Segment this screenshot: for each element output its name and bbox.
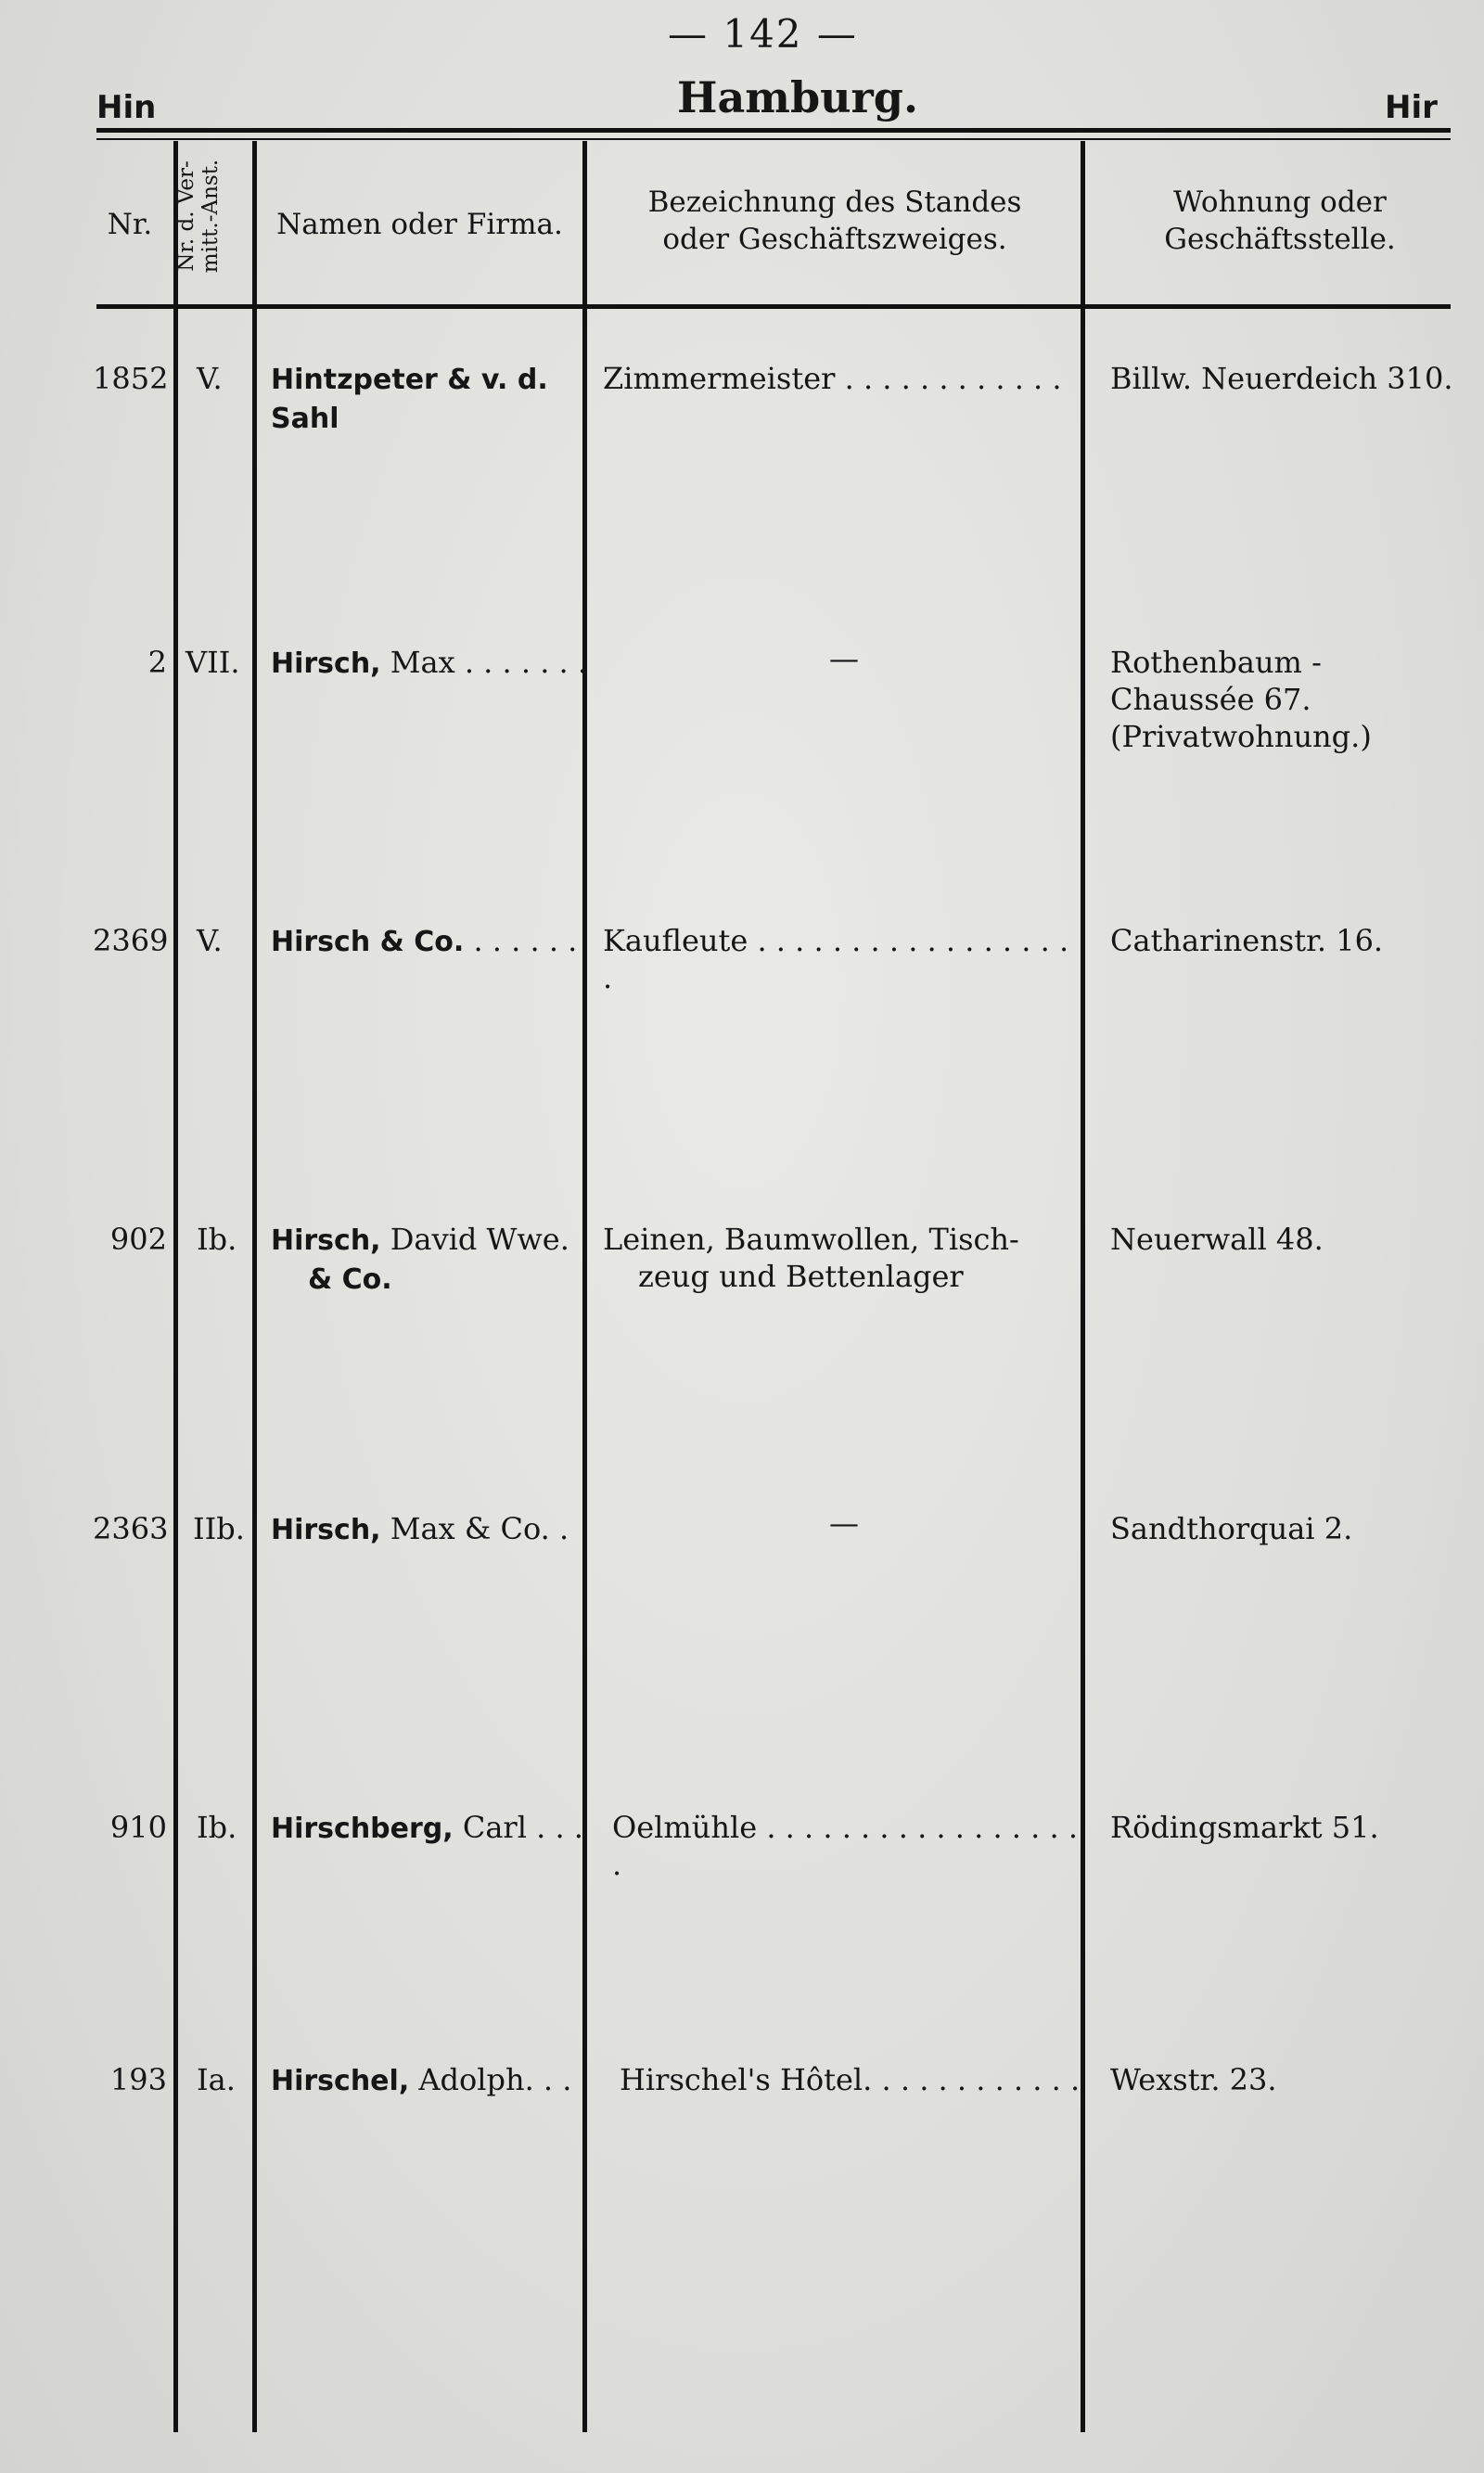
- entry-class: Ib.: [197, 1810, 237, 1845]
- page-title: Hamburg.: [677, 72, 918, 122]
- entry-address: Rothenbaum - Chaussée 67. (Privatwohnung.): [1110, 645, 1372, 754]
- entry-stand: —: [829, 1506, 859, 1541]
- entry-nr: 902: [109, 1222, 167, 1257]
- entry-stand: Zimmermeister . . . . . . . . . . . .: [603, 361, 1062, 396]
- entry-nr: 2363: [93, 1511, 169, 1546]
- entry-name-bold: Hirschel,: [271, 2065, 410, 2097]
- entry-name-rest: Carl . . .: [453, 1810, 583, 1845]
- entry-name: [271, 1809, 583, 1848]
- top-rule-thin: [96, 138, 1451, 140]
- top-rule: [96, 128, 1451, 133]
- entry-name: [271, 644, 587, 683]
- entry-name-rest: Adolph. . .: [409, 2062, 572, 2097]
- running-head-left: Hin: [96, 89, 157, 126]
- entry-address: Sandthorquai 2.: [1110, 1511, 1353, 1546]
- entry-address: Neuerwall 48.: [1110, 1222, 1324, 1257]
- entry-nr: 2: [147, 645, 167, 680]
- entry-name-rest: Max & Co. .: [380, 1511, 569, 1546]
- header-stand: Bezeichnung des Standes oder Geschäftszweiges.: [647, 186, 1022, 256]
- entry-nr: 1852: [93, 361, 169, 396]
- entry-class: V.: [197, 361, 223, 396]
- header-nr: Nr.: [107, 208, 153, 241]
- header-address: Wohnung oder Geschäftsstelle.: [1164, 186, 1396, 256]
- entry-name-line2: [308, 1260, 392, 1299]
- entry-class: Ib.: [197, 1222, 237, 1257]
- entry-name-bold: Hirsch,: [271, 647, 381, 680]
- column-divider-3: [582, 141, 587, 2432]
- entry-nr: 910: [109, 1810, 167, 1845]
- entry-name: [271, 1221, 569, 1260]
- entry-stand: Oelmühle . . . . . . . . . . . . . . . . . .: [612, 1810, 1078, 1882]
- entry-class: IIb.: [193, 1511, 245, 1546]
- entry-stand: Leinen, Baumwollen, Tisch-: [603, 1222, 1019, 1257]
- entry-class: VII.: [186, 645, 240, 680]
- entry-class: Ia.: [197, 2062, 236, 2097]
- entry-stand: —: [829, 641, 859, 676]
- entry-name-bold: Hirschberg,: [271, 1813, 454, 1845]
- page-number: — 142 —: [668, 11, 858, 57]
- entry-name-bold: Hintzpeter & v. d. Sahl: [271, 364, 548, 435]
- entry-class: V.: [197, 923, 223, 958]
- entry-name-rest: David Wwe.: [380, 1222, 569, 1257]
- entry-name: [271, 922, 577, 961]
- entry-stand: Kaufleute . . . . . . . . . . . . . . . . . .: [603, 923, 1069, 995]
- entry-address: Wexstr. 23.: [1110, 2062, 1277, 2097]
- entry-name: [271, 1510, 569, 1549]
- entry-address: Billw. Neuerdeich 310.: [1110, 361, 1453, 396]
- entry-name: [271, 360, 577, 438]
- entry-nr: 2369: [93, 923, 169, 958]
- entry-stand-line2: zeug und Bettenlager: [638, 1259, 964, 1294]
- entry-address: Rödingsmarkt 51.: [1110, 1810, 1379, 1845]
- entry-name-rest: Max . . . . . . .: [380, 645, 588, 680]
- entry-nr: 193: [109, 2062, 167, 2097]
- entry-name-bold: Hirsch,: [271, 1224, 381, 1257]
- entry-name-bold: Hirsch,: [271, 1514, 381, 1546]
- column-divider-2: [252, 141, 257, 2432]
- entry-name-rest: . . . . . .: [464, 923, 578, 958]
- header-name: Namen oder Firma.: [276, 208, 563, 241]
- header-class: Nr. d. Ver-mitt.-Anst.: [174, 159, 223, 274]
- header-rule: [96, 304, 1451, 309]
- column-divider-1: [173, 141, 178, 2432]
- entry-address: Catharinenstr. 16.: [1110, 923, 1384, 958]
- entry-name: [271, 2061, 571, 2100]
- entry-name-bold: Hirsch & Co.: [271, 926, 465, 958]
- running-head-right: Hir: [1385, 89, 1438, 126]
- entry-name-bold-line2: & Co.: [308, 1263, 392, 1296]
- entry-stand: Hirschel's Hôtel. . . . . . . . . . . .: [620, 2062, 1081, 2097]
